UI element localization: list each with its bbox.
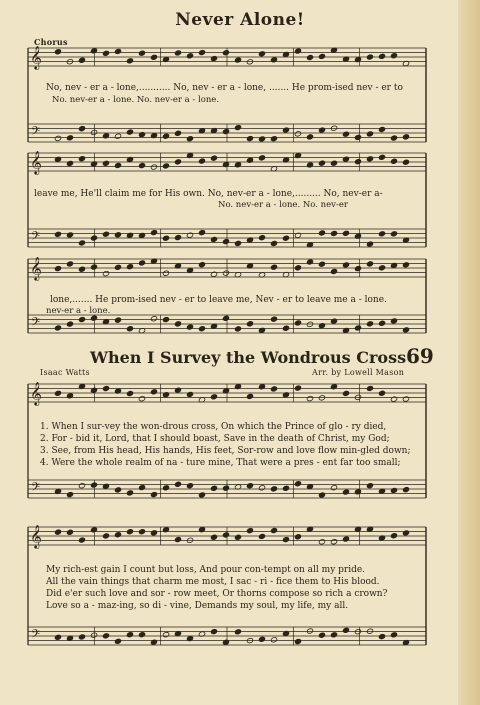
hymn1-line3-upper: lone,....... He prom-ised nev - er to leave me, Nev - er to leave me a - lone.	[50, 295, 387, 305]
hymn1-line2-lower: No. nev-er a - lone. No. nev-er	[218, 200, 348, 210]
svg-text:𝄢: 𝄢	[31, 125, 41, 141]
hymn1-line2-upper: leave me, He'll claim me for His own. No, nev-er a - lone,......... No, nev-er a-	[34, 189, 383, 199]
verse3-line1: 3. See, from His head, His hands, His feet, Sor-row and love flow min-gled down;	[40, 446, 411, 456]
hymn2-title: When I Survey the Wondrous Cross	[90, 348, 407, 367]
hymn2-arranger: Arr. by Lowell Mason	[312, 368, 405, 377]
svg-text:𝄞: 𝄞	[30, 381, 42, 405]
verse4-line1: 4. Were the whole realm of na - ture mine, That were a pres - ent far too small;	[40, 458, 401, 468]
hymn-number: 69	[406, 344, 434, 368]
chorus-label: Chorus	[34, 37, 68, 47]
svg-text:𝄞: 𝄞	[30, 45, 42, 69]
svg-text:𝄞: 𝄞	[30, 256, 42, 280]
hymn1-title: Never Alone!	[175, 10, 305, 30]
verse2-line2: All the vain things that charm me most, I sac - ri - fice them to His blood.	[46, 577, 380, 587]
verse4-line2: Love so a - maz-ing, so di - vine, Demands my soul, my life, my all.	[46, 601, 349, 611]
hymn1-line3-lower: nev-er a - lone.	[46, 306, 111, 316]
verse1-line1: 1. When I sur-vey the won-drous cross, On which the Prince of glo - ry died,	[40, 422, 387, 432]
svg-text:𝄢: 𝄢	[31, 230, 41, 246]
svg-text:𝄢: 𝄢	[31, 628, 41, 644]
verse2-line1: 2. For - bid it, Lord, that I should boast, Save in the death of Christ, my God;	[40, 434, 390, 444]
hymn1-line1-lower: No. nev-er a - lone. No. nev-er a - lone.	[52, 95, 220, 105]
verse1-line2: My rich-est gain I count but loss, And pour con-tempt on all my pride.	[46, 565, 366, 575]
svg-text:𝄢: 𝄢	[31, 316, 41, 332]
svg-text:𝄞: 𝄞	[30, 150, 42, 174]
svg-text:𝄢: 𝄢	[31, 481, 41, 497]
svg-text:𝄞: 𝄞	[30, 524, 42, 548]
hymn1-line1-upper: No, nev - er a - lone,........... No, nev - er a - lone, ....... He prom-ised nev - er to	[46, 83, 403, 93]
verse3-line2: Did e'er such love and sor - row meet, Or thorns compose so rich a crown?	[46, 589, 388, 599]
hymn2-author: Isaac Watts	[40, 368, 90, 377]
